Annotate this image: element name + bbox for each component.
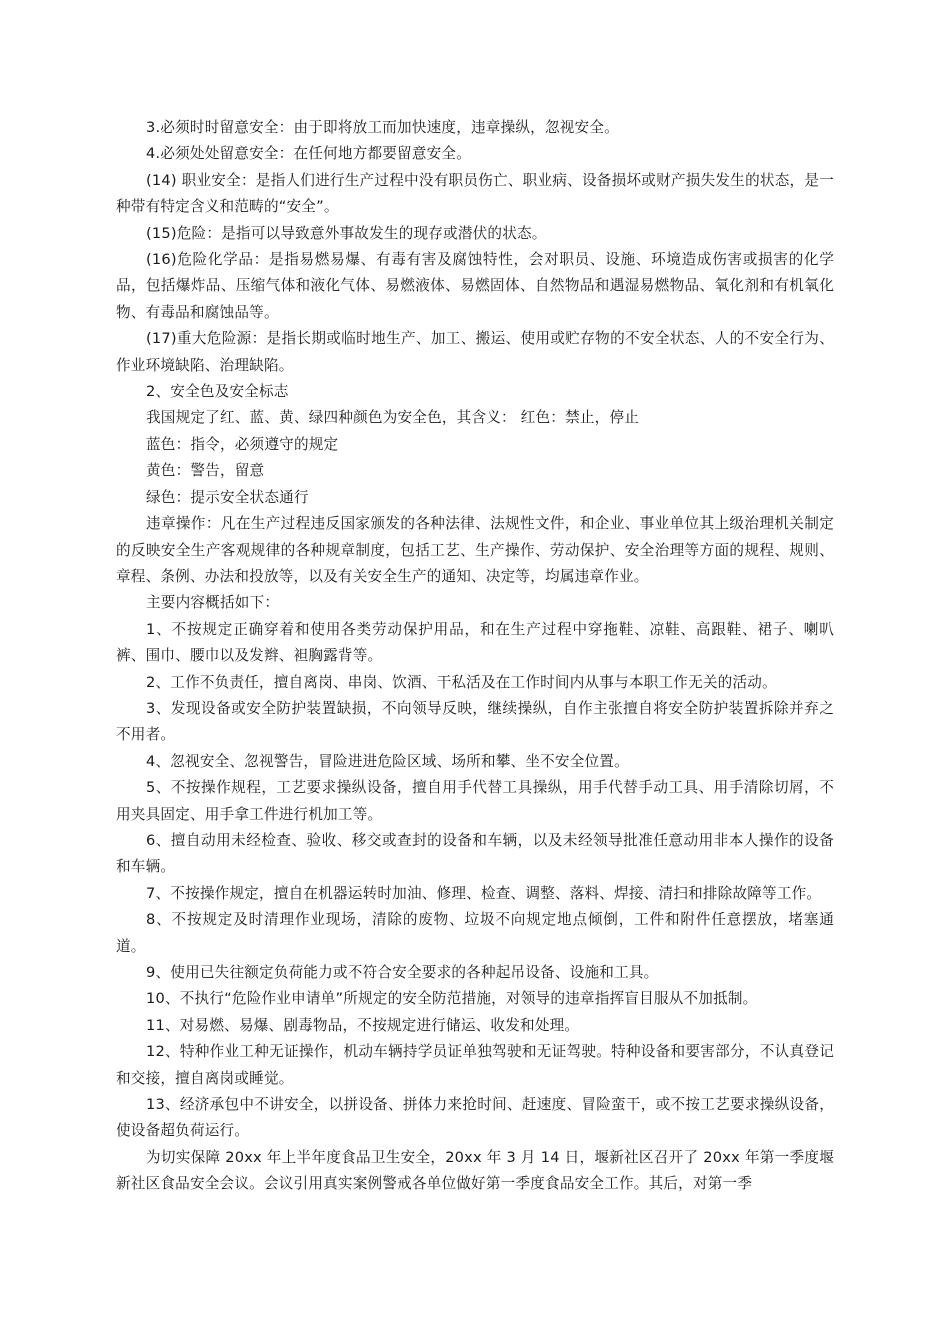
paragraph-safety-4: 4.必须处处留意安全：在任何地方都要留意安全。 — [146, 145, 471, 163]
list-item-7: 7、不按操作规定，擅自在机器运转时加油、修理、检查、调整、落料、焊接、清扫和排除故障等工作。 — [146, 884, 822, 902]
paragraph-danger: (15)危险：是指可以导致意外事故发生的现存或潜伏的状态。 — [146, 224, 547, 242]
paragraph-safety-colors: 我国规定了红、蓝、黄、绿四种颜色为安全色，其含义： 红色：禁止，停止 — [146, 409, 640, 427]
list-item-4: 4、忽视安全、忽视警告，冒险进进危险区域、场所和攀、坐不安全位置。 — [146, 752, 629, 770]
paragraph-blue: 蓝色：指令，必须遵守的规定 — [146, 435, 339, 453]
list-item-1: 1、不按规定正确穿着和使用各类劳动保护用品，和在生产过程中穿拖鞋、凉鞋、高跟鞋、裙子、喇叭裤、围巾、腰巾以及发辫、袒胸露背等。 — [116, 620, 834, 665]
section-heading-safety-colors: 2、安全色及安全标志 — [146, 383, 289, 401]
paragraph-yellow: 黄色：警告，留意 — [146, 462, 265, 480]
list-item-11: 11、对易燃、易爆、剧毒物品，不按规定进行储运、收发和处理。 — [146, 1016, 580, 1034]
paragraph-hazardous-chemicals: (16)危险化学品：是指易燃易爆、有毒有害及腐蚀特性，会对职员、设施、环境造成伤害或损害的化学品，包括爆炸品、压缩气体和液化气体、易燃液体、易燃固体、自然物品和遇湿易燃物品、氧化剂和有机氧化物、有毒品和腐蚀品等。 — [116, 251, 834, 321]
paragraph-green: 绿色：提示安全状态通行 — [146, 488, 309, 506]
list-item-2: 2、工作不负责任，擅自离岗、串岗、饮酒、干私活及在工作时间内从事与本职工作无关的活动。 — [146, 673, 777, 691]
list-item-5: 5、不按操作规程，工艺要求操纵设备，擅自用手代替工具操纵，用手代替手动工具、用手清除切屑，不用夹具固定、用手拿工件进行机加工等。 — [116, 779, 834, 823]
paragraph-occupational-safety: (14) 职业安全：是指人们进行生产过程中没有职员伤亡、职业病、设备损坏或财产损失发生的状态，是一种带有特定含义和范畴的“安全”。 — [116, 171, 834, 216]
list-item-13: 13、经济承包中不讲安全，以拼设备、拼体力来抢时间、赶速度、冒险蛮干，或不按工艺要求操纵设备，使设备超负荷运行。 — [116, 1096, 834, 1140]
list-item-3: 3、发现设备或安全防护装置缺损，不向领导反映，继续操纵，自作主张擅自将安全防护装置拆除并弃之不用者。 — [116, 699, 834, 744]
list-item-12: 12、特种作业工种无证操作，机动车辆持学员证单独驾驶和无证驾驶。特种设备和要害部分，不认真登记和交接，擅自离岗或睡觉。 — [116, 1043, 834, 1087]
paragraph-safety-3: 3.必须时时留意安全：由于即将放工而加快速度，违章操纵，忽视安全。 — [146, 119, 619, 136]
paragraph-food-safety-meeting: 为切实保障 20xx 年上半年度食品卫生安全，20xx 年 3 月 14 日，堰新社区召开了 20xx 年第一季度堰新社区食品安全会议。会议引用真实案例警戒各单位做好第一季度食品安全工作。其后，对第一季 — [116, 1148, 834, 1193]
paragraph-violation-definition: 违章操作：凡在生产过程违反国家颁发的各种法律、法规性文件，和企业、事业单位其上级治理机关制定的反映安全生产客观规律的各种规章制度，包括工艺、生产操作、劳动保护、安全治理等方面的规程、规则、章程、条例、办法和投放等，以及有关安全生产的通知、决定等，均属违章作业。 — [116, 515, 834, 585]
list-item-6: 6、擅自动用未经检查、验收、移交或查封的设备和车辆，以及未经领导批准任意动用非本人操作的设备和车辆。 — [116, 831, 834, 876]
list-item-8: 8、不按规定及时清理作业现场，清除的废物、垃圾不向规定地点倾倒，工件和附件任意摆放，堵塞通道。 — [116, 911, 834, 955]
document-body — [116, 115, 834, 1198]
list-item-10: 10、不执行“危险作业申请单”所规定的安全防范措施，对领导的违章指挥盲目服从不加抵制。 — [146, 990, 758, 1008]
paragraph-major-hazard: (17)重大危险源：是指长期或临时地生产、加工、搬运、使用或贮存物的不安全状态、人的不安全行为、作业环境缺陷、治理缺陷。 — [116, 330, 834, 374]
list-item-9: 9、使用已失往额定负荷能力或不符合安全要求的各种起吊设备、设施和工具。 — [146, 964, 659, 981]
paragraph-summary-intro: 主要内容概括如下： — [146, 594, 280, 612]
